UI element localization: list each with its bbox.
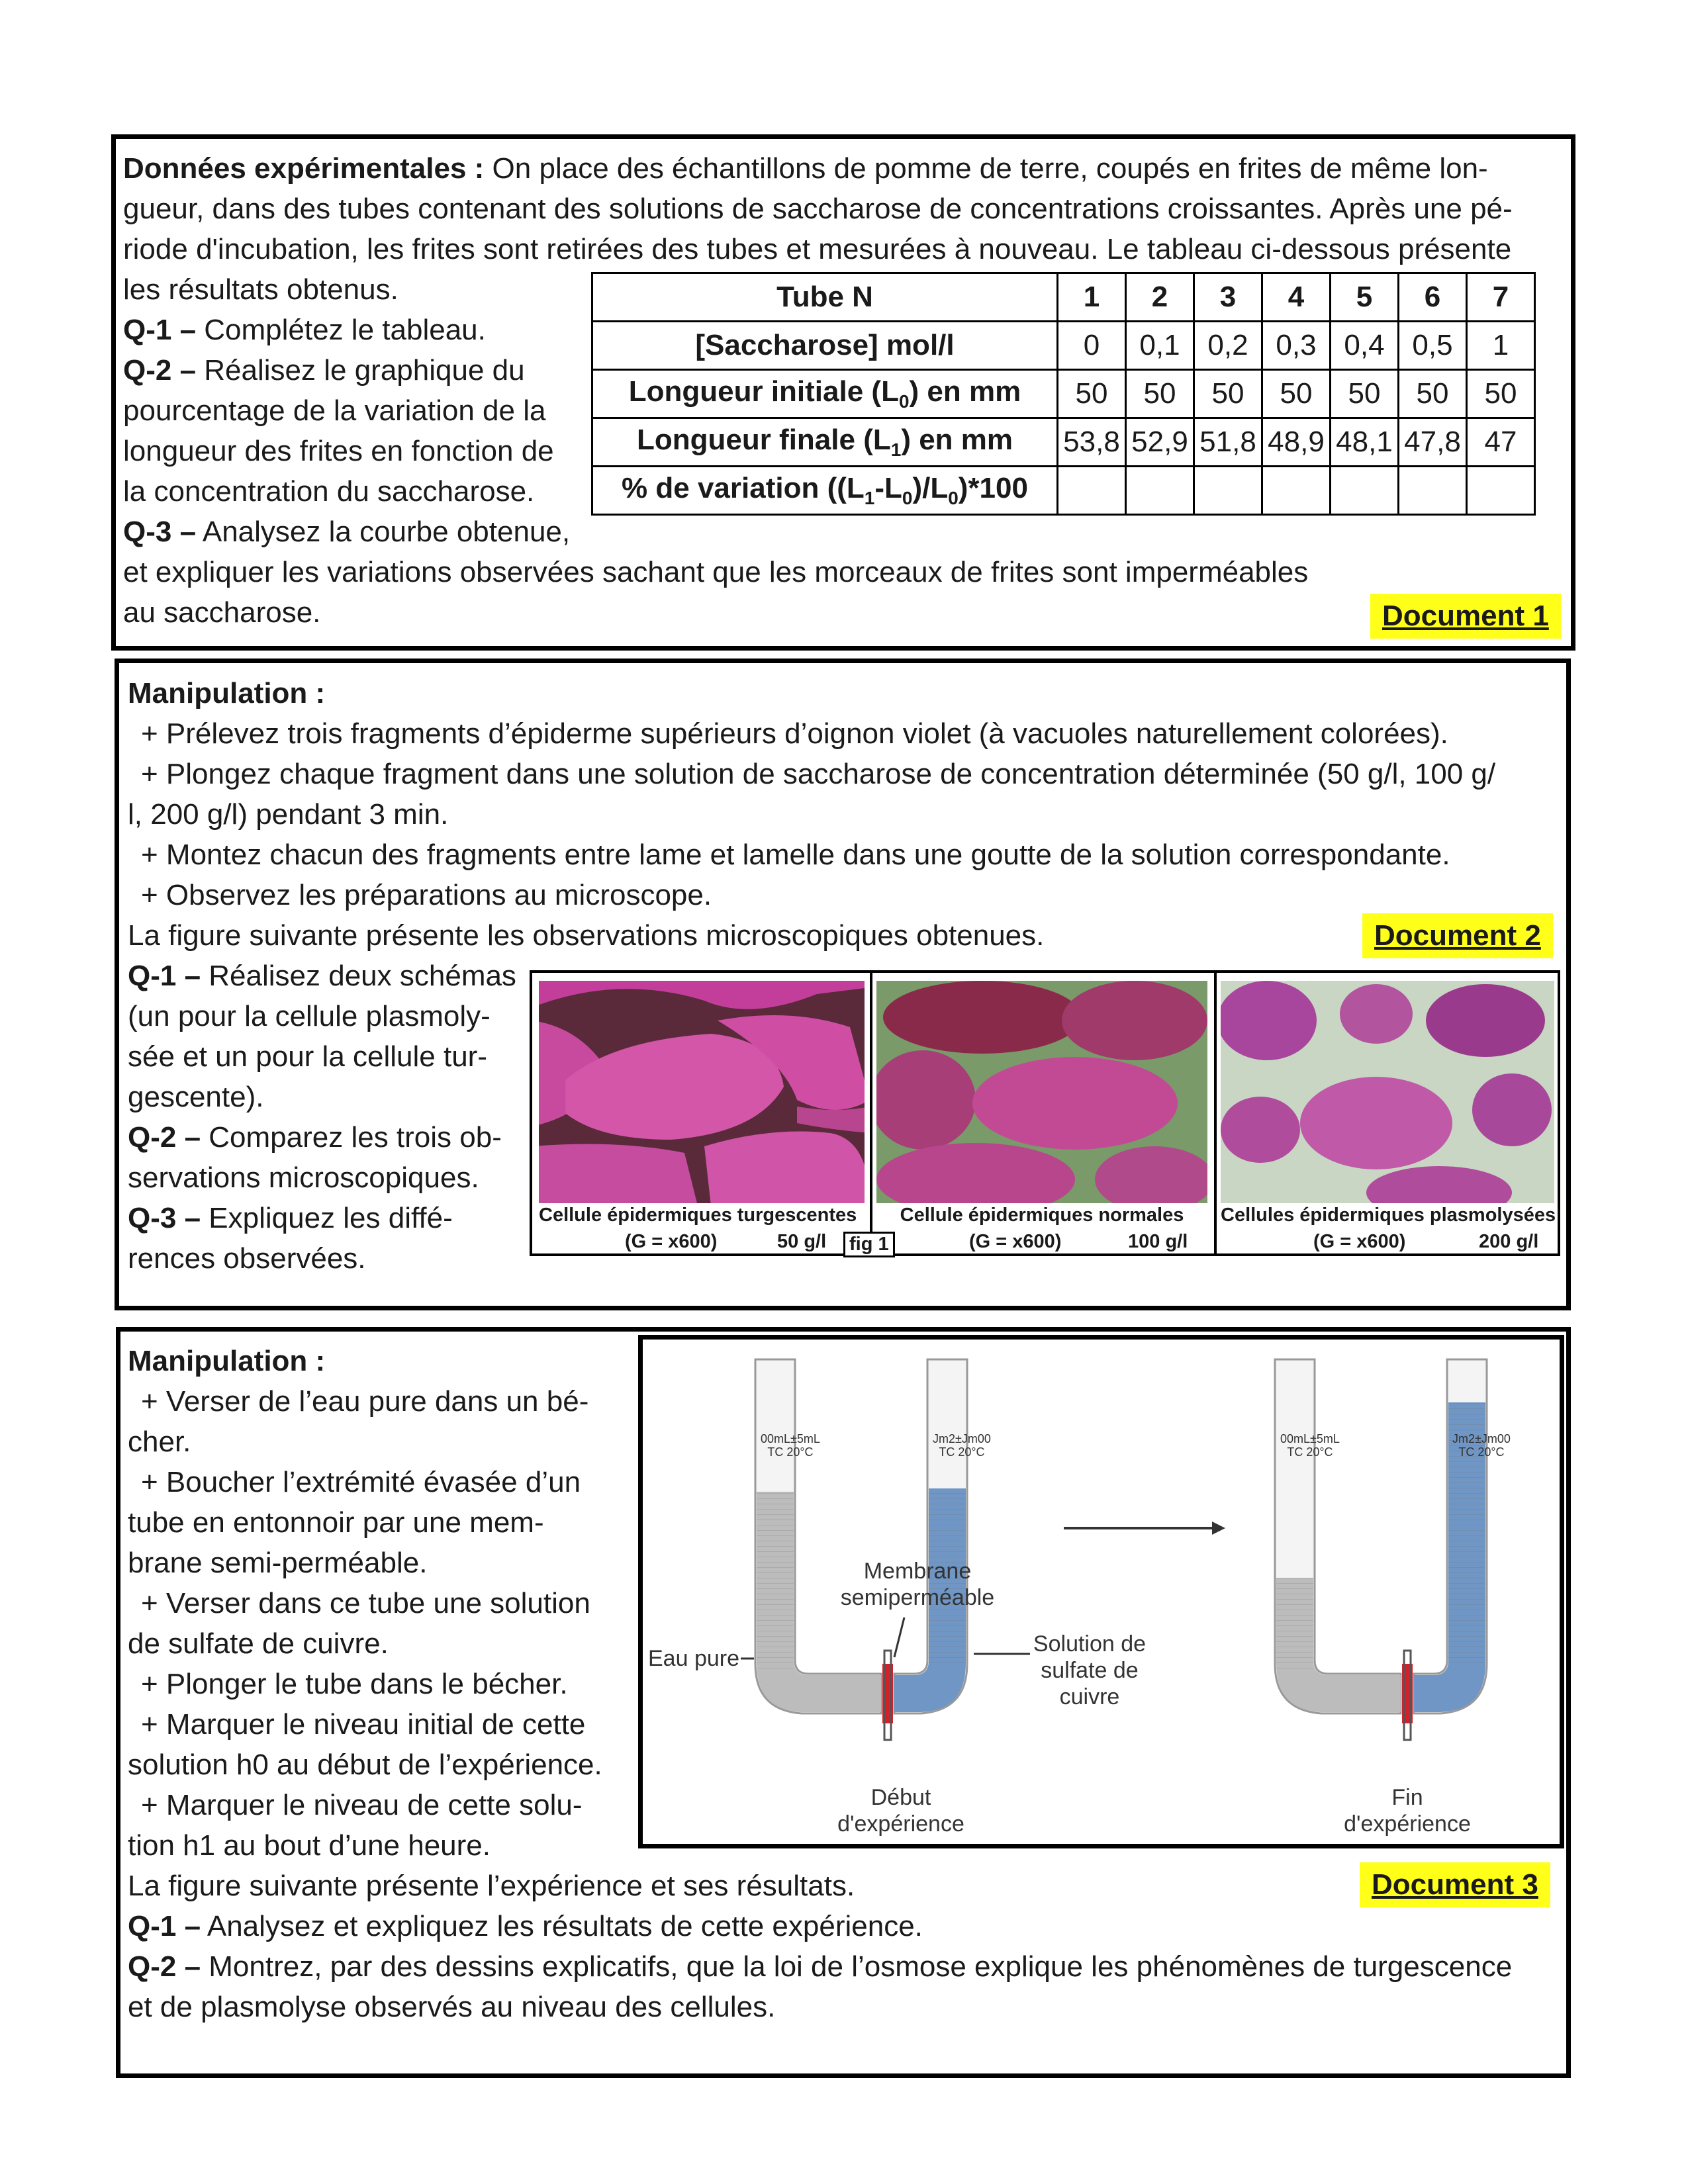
table-row-label: Longueur finale $(L_1)$ en mm — [592, 418, 1058, 467]
doc3-step-4: + Plonger le tube dans le bécher. — [141, 1668, 568, 1700]
table-cell — [1126, 467, 1194, 515]
caption-normal: Cellule épidermiques normales — [900, 1205, 1184, 1226]
table-cell: 50 — [1331, 370, 1399, 418]
doc1-q2-line4: la concentration du saccharose. — [123, 475, 535, 508]
table-row — [592, 467, 1535, 515]
results-table — [591, 272, 1536, 516]
table-cell: 1 — [1058, 273, 1126, 322]
micrograph-normal — [876, 981, 1207, 1203]
doc1-q3-line3: au saccharose. — [123, 596, 321, 629]
table-cell: 6 — [1399, 273, 1467, 322]
doc3-step-3: + Verser dans ce tube une solution — [141, 1587, 590, 1619]
document-1-badge: Document 1 — [1370, 594, 1561, 639]
doc2-step-2b: l, 200 g/l) pendant 3 min. — [128, 798, 449, 831]
table-cell: 2 — [1126, 273, 1194, 322]
doc2-step-3: + Montez chacun des fragments entre lame et lamelle dans une goutte de la solution correspondante. — [141, 839, 1450, 871]
table-cell: 3 — [1194, 273, 1262, 322]
table-cell: 50 — [1058, 370, 1126, 418]
doc1-q1: Q-1 – Complétez le tableau. — [123, 314, 486, 346]
table-cell: 47 — [1467, 418, 1535, 467]
table-cell: 53,8 — [1058, 418, 1126, 467]
doc3-step-6b: tion h1 au bout d’une heure. — [128, 1829, 491, 1862]
panel-divider — [870, 973, 872, 1253]
doc1-q2-line2: pourcentage de la variation de la — [123, 394, 546, 427]
doc3-step-6: + Marquer le niveau de cette solu- — [141, 1789, 583, 1821]
table-row — [592, 418, 1535, 467]
eau-pure-label: Eau pure — [648, 1646, 739, 1671]
table-cell: 50 — [1194, 370, 1262, 418]
doc1-line3: riode d'incubation, les frites sont retirées des tubes et mesurées à nouveau. Le tableau ci-dessous présente — [123, 233, 1512, 265]
tube-mark-right: Jm2±Jm00 TC 20°C — [933, 1432, 991, 1459]
table-row — [592, 322, 1535, 370]
tube-mark-left: 00mL±5mL TC 20°C — [761, 1432, 820, 1459]
table-cell: 0 — [1058, 322, 1126, 370]
table-row — [592, 370, 1535, 418]
doc3-step-1: + Verser de l’eau pure dans un bé- — [141, 1385, 589, 1418]
table-cell: 50 — [1399, 370, 1467, 418]
doc2-q3-line1: Q-3 – Expliquez les diffé- — [128, 1202, 453, 1234]
conc-normal: 100 g/l — [1128, 1231, 1188, 1252]
normal-cells-image — [876, 981, 1207, 1203]
osmosis-figure — [638, 1335, 1564, 1848]
tube-mark-right-end: Jm2±Jm00 TC 20°C — [1452, 1432, 1511, 1459]
doc3-step-2: + Boucher l’extrémité évasée d’un — [141, 1466, 581, 1498]
doc1-line2: gueur, dans des tubes contenant des solutions de saccharose de concentrations croissantes. Après une pé- — [123, 193, 1513, 225]
doc1-q3-line1: Q-3 – Analysez la courbe obtenue, — [123, 516, 571, 548]
table-cell: 48,1 — [1331, 418, 1399, 467]
doc3-figure-intro: La figure suivante présente l’expérience et ses résultats. — [128, 1870, 855, 1902]
table-cell: 7 — [1467, 273, 1535, 322]
table-cell: 0,2 — [1194, 322, 1262, 370]
doc1-line4: les résultats obtenus. — [123, 273, 399, 306]
table-cell — [1467, 467, 1535, 515]
table-cell: 0,1 — [1126, 322, 1194, 370]
doc3-q2-line2: et de plasmolyse observés au niveau des cellules. — [128, 1991, 776, 2023]
doc3-title: Manipulation : — [128, 1345, 326, 1377]
doc3-step-5b: solution h0 au début de l’expérience. — [128, 1749, 602, 1781]
doc2-step-1: + Prélevez trois fragments d’épiderme supérieurs d’oignon violet (à vacuoles naturellement colorées). — [141, 717, 1448, 750]
conc-turgescent: 50 g/l — [777, 1231, 827, 1252]
solution-label: Solution de sulfate de cuivre — [1033, 1631, 1147, 1709]
conc-plasmolysed: 200 g/l — [1479, 1231, 1539, 1252]
table-cell: 0,5 — [1399, 322, 1467, 370]
doc1-line1: Données expérimentales : On place des échantillons de pomme de terre, coupés en frites de même lon- — [123, 152, 1488, 185]
panel-divider — [1214, 973, 1217, 1253]
document-2-badge: Document 2 — [1362, 913, 1553, 958]
u-tube-start — [741, 1359, 1030, 1740]
zoom-plasmolysed: (G = x600) — [1313, 1231, 1406, 1252]
table-cell — [1058, 467, 1126, 515]
table-row-label: Tube N — [592, 273, 1058, 322]
table-cell — [1194, 467, 1262, 515]
table-cell — [1331, 467, 1399, 515]
debut-label: Début d'expérience — [837, 1785, 964, 1837]
tube-mark-left-end: 00mL±5mL TC 20°C — [1280, 1432, 1340, 1459]
zoom-normal: (G = x600) — [969, 1231, 1062, 1252]
table-cell: 52,9 — [1126, 418, 1194, 467]
plasmolysed-cells-image — [1221, 981, 1554, 1203]
table-cell: 50 — [1467, 370, 1535, 418]
table-cell: 47,8 — [1399, 418, 1467, 467]
micrograph-plasmolysed — [1221, 981, 1554, 1203]
membrane-label: Membrane semiperméable — [840, 1559, 995, 1610]
u-tube-end — [1275, 1359, 1487, 1740]
microscope-figure — [530, 970, 1560, 1256]
table-row-label: Longueur initiale $(L_0)$ en mm — [592, 370, 1058, 418]
table-row — [592, 273, 1535, 322]
doc2-step-2: + Plongez chaque fragment dans une solution de saccharose de concentration déterminée (50 g/l, 100 g/ — [141, 758, 1496, 790]
doc2-figure-intro: La figure suivante présente les observations microscopiques obtenues. — [128, 919, 1045, 952]
doc3-step-2c: brane semi-perméable. — [128, 1547, 428, 1579]
turgescent-cells-image — [539, 981, 865, 1203]
doc2-q1-line2: (un pour la cellule plasmoly- — [128, 1000, 491, 1032]
doc3-step-5: + Marquer le niveau initial de cette — [141, 1708, 586, 1741]
table-cell — [1399, 467, 1467, 515]
table-cell — [1262, 467, 1331, 515]
doc2-q2-line2: servations microscopiques. — [128, 1161, 479, 1194]
document-3-badge: Document 3 — [1360, 1862, 1550, 1907]
doc2-title: Manipulation : — [128, 677, 326, 709]
doc3-step-2b: tube en entonnoir par une mem- — [128, 1506, 544, 1539]
table-row-label: [Saccharose] mol/l — [592, 322, 1058, 370]
doc2-q1-line1: Q-1 – Réalisez deux schémas — [128, 960, 516, 992]
table-cell: 50 — [1262, 370, 1331, 418]
doc3-step-3b: de sulfate de cuivre. — [128, 1627, 389, 1660]
fin-label: Fin d'expérience — [1344, 1785, 1471, 1837]
table-cell: 0,4 — [1331, 322, 1399, 370]
micrograph-turgescent — [539, 981, 865, 1203]
fig-1-tag: fig 1 — [843, 1232, 895, 1257]
doc3-q1: Q-1 – Analysez et expliquez les résultats de cette expérience. — [128, 1910, 923, 1942]
zoom-turgescent: (G = x600) — [625, 1231, 718, 1252]
doc2-step-4: + Observez les préparations au microscope. — [141, 879, 712, 911]
doc1-q3-line2: et expliquer les variations observées sachant que les morceaux de frites sont imperméables — [123, 556, 1309, 588]
table-cell: 48,9 — [1262, 418, 1331, 467]
doc3-step-1b: cher. — [128, 1426, 191, 1458]
doc3-q2-line1: Q-2 – Montrez, par des dessins explicatifs, que la loi de l’osmose explique les phénomènes de turgescence — [128, 1950, 1513, 1983]
doc2-q2-line1: Q-2 – Comparez les trois ob- — [128, 1121, 502, 1154]
table-cell: 5 — [1331, 273, 1399, 322]
table-cell: 0,3 — [1262, 322, 1331, 370]
doc1-q2-line3: longueur des frites en fonction de — [123, 435, 554, 467]
u-tube-diagram — [643, 1340, 1560, 1844]
doc2-q1-line4: gescente). — [128, 1081, 264, 1113]
table-cell: 50 — [1126, 370, 1194, 418]
table-cell: 1 — [1467, 322, 1535, 370]
table-cell: 51,8 — [1194, 418, 1262, 467]
doc2-q1-line3: sée et un pour la cellule tur- — [128, 1040, 487, 1073]
table-cell: 4 — [1262, 273, 1331, 322]
caption-plasmolysed: Cellules épidermiques plasmolysées — [1221, 1205, 1556, 1226]
doc1-q2-line1: Q-2 – Réalisez le graphique du — [123, 354, 525, 387]
doc2-q3-line2: rences observées. — [128, 1242, 366, 1275]
caption-turgescent: Cellule épidermiques turgescentes — [539, 1205, 857, 1226]
table-row-label: % de variation $((L_1-L_0)/L_0)*100$ — [592, 467, 1058, 515]
